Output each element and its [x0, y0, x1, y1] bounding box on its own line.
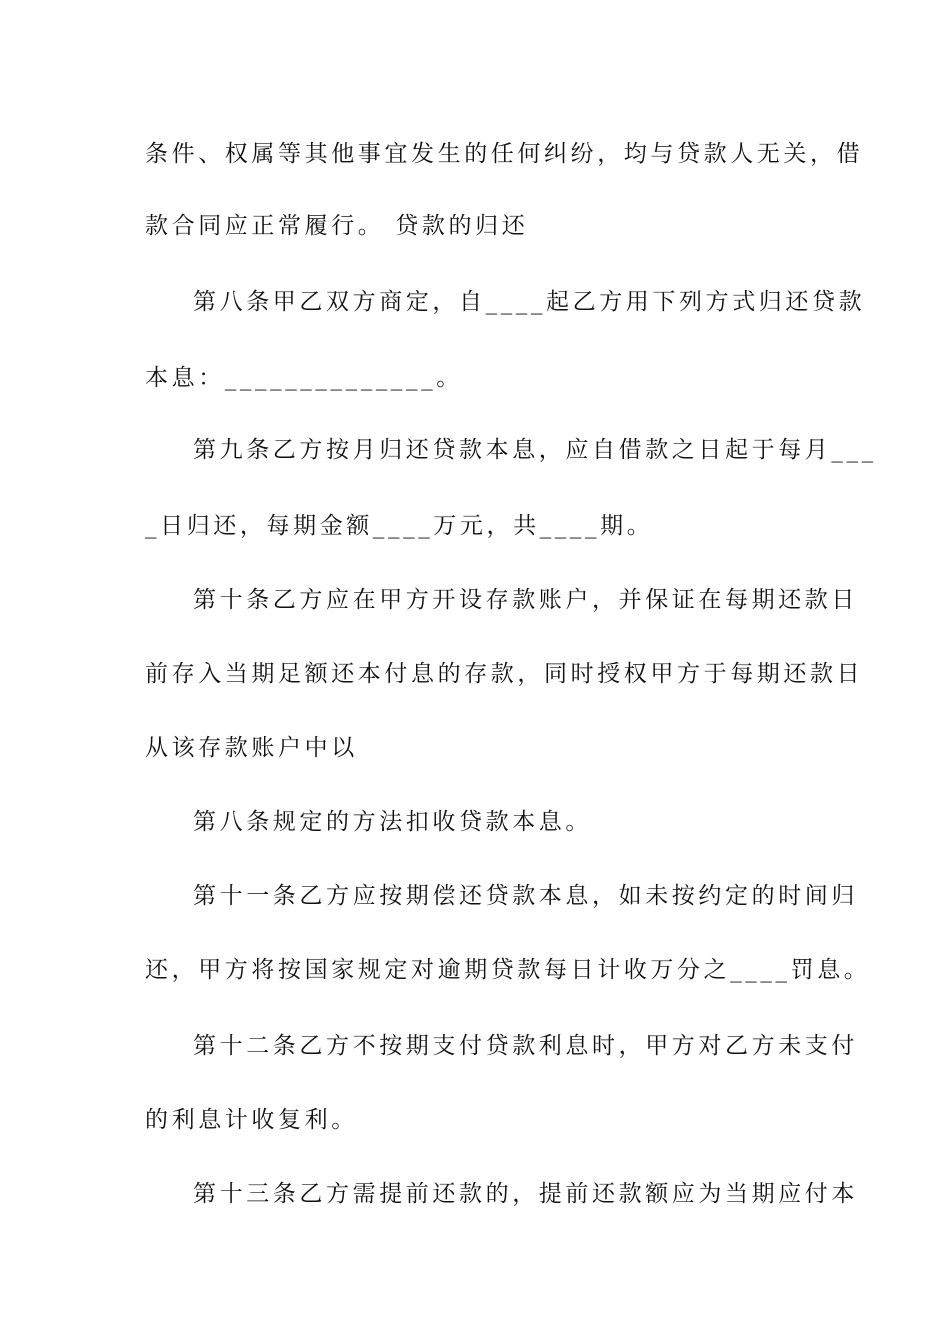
paragraph-first-line: 第八条规定的方法扣收贷款本息。 — [193, 809, 592, 835]
text-line: 的利息计收复利。 — [145, 1107, 358, 1133]
text-line: _日归还，每期金额____万元，共____期。 — [145, 513, 654, 539]
paragraph-first-line: 第十一条乙方应按期偿还贷款本息，如未按约定的时间归 — [193, 883, 858, 909]
text-line: 还，甲方将按国家规定对逾期贷款每日计收万分之____罚息。 — [145, 957, 871, 983]
paragraph-first-line: 第十二条乙方不按期支付贷款利息时，甲方对乙方未支付 — [193, 1033, 858, 1059]
text-line: 款合同应正常履行。 贷款的归还 — [145, 213, 529, 239]
paragraph-first-line: 第十三条乙方需提前还款的，提前还款额应为当期应付本 — [193, 1181, 858, 1207]
text-line: 条件、权属等其他事宜发生的任何纠纷，均与贷款人无关，借 — [145, 141, 864, 167]
text-line: 本息：______________。 — [145, 365, 463, 391]
text-line: 从该存款账户中以 — [145, 735, 358, 761]
paragraph-first-line: 第十条乙方应在甲方开设存款账户，并保证在每期还款日 — [193, 587, 858, 613]
paragraph-first-line: 第八条甲乙双方商定，自____起乙方用下列方式归还贷款 — [193, 289, 866, 315]
paragraph-first-line: 第九条乙方按月归还贷款本息，应自借款之日起于每月___ — [193, 437, 877, 463]
text-line: 前存入当期足额还本付息的存款，同时授权甲方于每期还款日 — [145, 661, 864, 687]
